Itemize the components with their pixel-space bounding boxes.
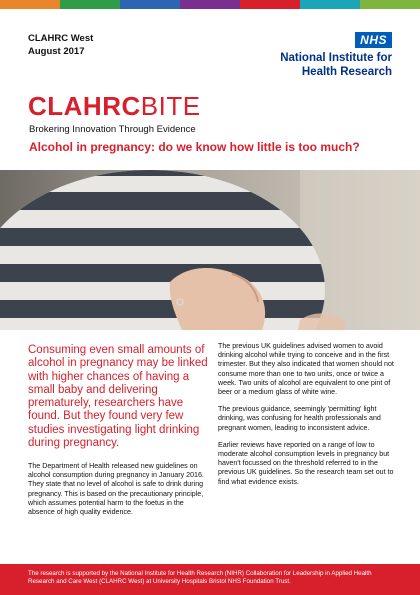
- publication-meta: [28, 32, 93, 58]
- publication-date: August 2017: [28, 46, 85, 57]
- tagline: Brokering Innovation Through Evidence: [29, 124, 196, 135]
- left-column-paragraph: The Department of Health released new guidelines on alcohol consumption during pregnancy in January 2016. They state that no level of alcohol is safe to drink during pregnancy. This is based on the precautionary principle, which assumes potential harm to the foetus in the absence of high quality evidence.: [28, 462, 204, 517]
- photo-illustration: [0, 170, 420, 330]
- pull-quote: Consuming even small amounts of alcohol in pregnancy may be linked with higher chances of having a small baby and delivering prematurely, researchers have found. But they found very few studies investigating light drinking during pregnancy.: [28, 344, 208, 450]
- clahrcbite-title: [28, 92, 201, 120]
- nihr-logo: [222, 31, 392, 79]
- color-stripe: [60, 0, 120, 9]
- institute-name-line2: Health Research: [301, 66, 392, 78]
- right-column: [218, 342, 396, 495]
- nhs-logo-icon: NHS: [355, 32, 392, 48]
- color-stripe: [240, 0, 300, 9]
- institute-name: [222, 51, 392, 79]
- article-headline: Alcohol in pregnancy: do we know how little is too much?: [29, 140, 360, 154]
- color-stripe: [120, 0, 180, 9]
- institute-name-line1: National Institute for: [280, 52, 392, 64]
- color-stripe: [300, 0, 360, 9]
- color-stripe: [180, 0, 240, 9]
- right-paragraph-1: The previous UK guidelines advised women to avoid drinking alcohol while trying to conceive and in the first trimester. But they also indicated that women should not consume more than one to two units, once or twice a week. Two units of alcohol are equivalent to one pint of beer or a medium glass of white wine.: [218, 342, 394, 397]
- right-paragraph-3: Earlier reviews have reported on a range of low to moderate alcohol consumption levels in pregnancy but haven't focussed on the threshold referred to in the previous UK guidelines. So the research team set out to find what evidence exists.: [218, 440, 394, 486]
- pregnancy-photo: [0, 170, 420, 330]
- right-paragraph-2: The previous guidance, seemingly 'permitting' light drinking, was confusing for health professionals and pregnant women, leading to inconsistent advice.: [218, 405, 381, 432]
- funding-footer: The research is supported by the National Institute for Health Research (NIHR) Collaboration for Leadership in Applied Health Research and Care West (CLAHRC West) at University Hospitals Bristol NHS Foundation Trust.: [0, 564, 420, 595]
- brand-part1: CLAHRC: [28, 91, 141, 121]
- brand-part2: BITE: [140, 91, 201, 121]
- color-stripe: [360, 0, 420, 9]
- top-color-bar: [0, 0, 420, 9]
- org-name: CLAHRC West: [28, 33, 94, 44]
- color-stripe: [0, 0, 60, 9]
